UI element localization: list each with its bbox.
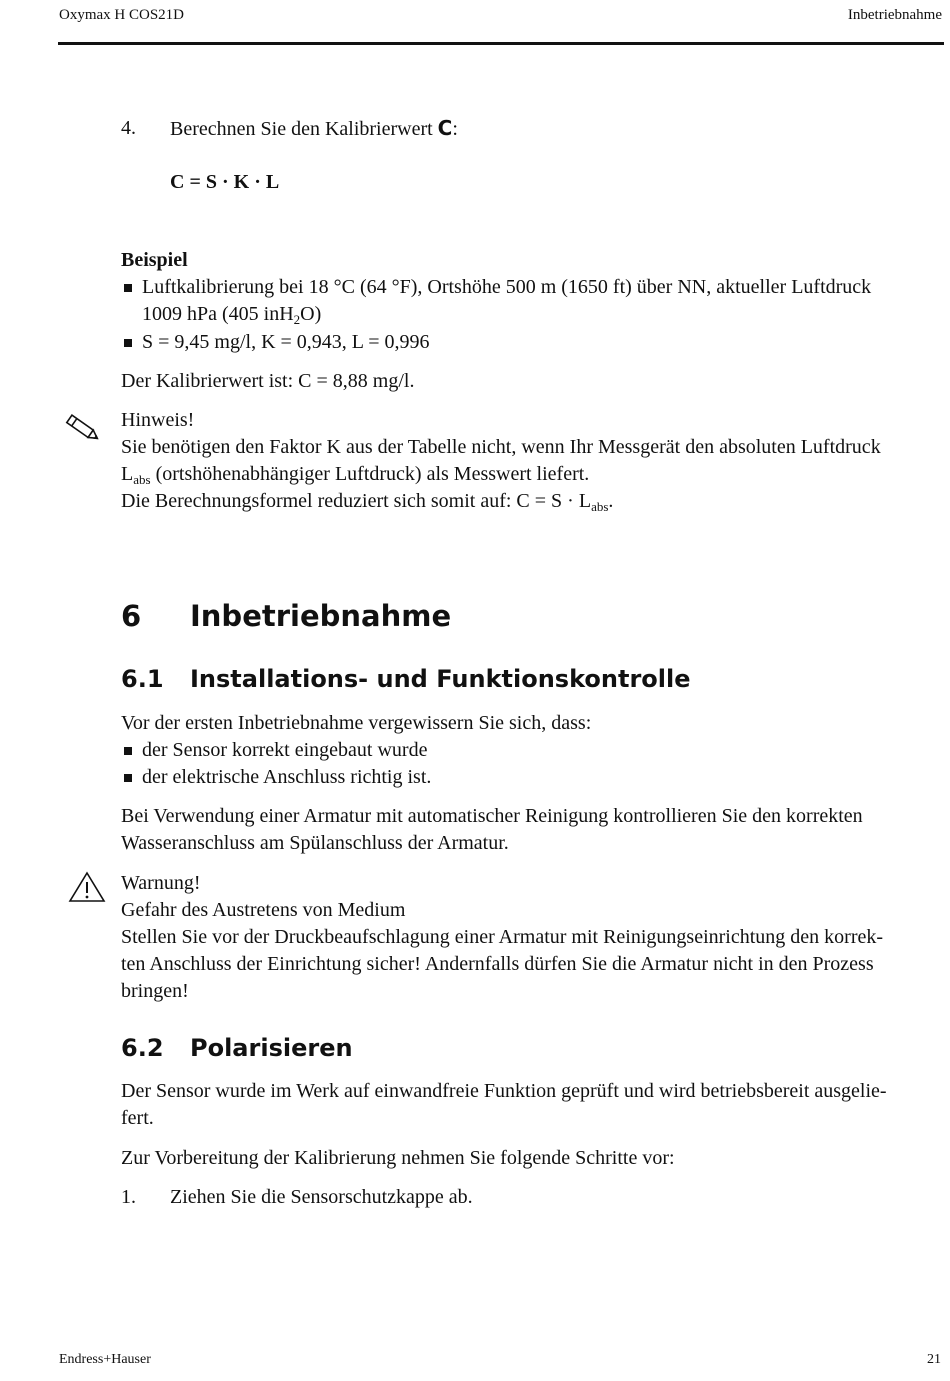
section-6-2-paragraph-2: Zur Vorbereitung der Kalibrierung nehmen Sie folgende Schritte vor:	[121, 1147, 675, 1169]
subscript: abs	[591, 499, 609, 514]
warning-block	[121, 870, 943, 1005]
warning-line-2: ten Anschluss der Einrichtung sicher! Andernfalls dürfen Sie die Armatur nicht in den Prozess	[121, 953, 874, 975]
header-chapter-title: Inbetriebnahme	[847, 7, 942, 23]
footer-page-number: 21	[927, 1352, 941, 1367]
header-rule	[58, 42, 944, 45]
footer-company: Endress+Hauser	[59, 1352, 151, 1367]
note-line-1: Sie benötigen den Faktor K aus der Tabelle nicht, wenn Ihr Messgerät den absoluten Luftdruck	[121, 436, 881, 458]
paragraph-line-2: fert.	[121, 1107, 154, 1129]
pencil-note-icon	[64, 412, 102, 446]
warning-triangle-icon	[68, 871, 106, 903]
example-result: Der Kalibrierwert ist: C = 8,88 mg/l.	[121, 370, 415, 392]
text-part: (ortshöhenabhängiger Luftdruck) als Messwert liefert.	[150, 463, 590, 485]
step-4-label: Berechnen Sie den Kalibrierwert	[170, 118, 438, 140]
section-6-1-paragraph	[121, 803, 943, 857]
text-part: 1009 hPa (405 inH	[142, 303, 294, 325]
warning-line-1: Stellen Sie vor der Druckbeaufschlagung einer Armatur mit Reinigungseinrichtung den korrek-	[121, 926, 884, 948]
subscript: abs	[133, 472, 151, 487]
text-part: L	[121, 463, 134, 485]
check-bullet-1-text: der Sensor korrekt eingebaut wurde	[142, 739, 428, 761]
note-title: Hinweis!	[121, 409, 195, 431]
example-title: Beispiel	[121, 249, 188, 271]
subscript: 2	[293, 312, 301, 327]
section-6-1-number: 6.1	[121, 665, 164, 693]
example-bullet-1	[121, 274, 943, 328]
paragraph-line-2: Wasseranschluss am Spülanschluss der Armatur.	[121, 832, 509, 854]
example-bullet-1-line-1: Luftkalibrierung bei 18 °C (64 °F), Ortshöhe 500 m (1650 ft) über NN, aktueller Luftdruck	[142, 276, 872, 298]
section-6-1-title: Installations- und Funktionskontrolle	[190, 665, 691, 693]
check-bullet-1	[121, 737, 943, 764]
section-6-2-number: 6.2	[121, 1034, 164, 1062]
paragraph-line-1: Bei Verwendung einer Armatur mit automatischer Reinigung kontrollieren Sie den korrekten	[121, 805, 863, 827]
step-4-number: 4.	[121, 117, 136, 139]
check-bullet-2	[121, 764, 943, 791]
note-line-3	[121, 488, 943, 515]
example-bullet-2-text: S = 9,45 mg/l, K = 0,943, L = 0,996	[142, 331, 430, 353]
paragraph-line-1: Der Sensor wurde im Werk auf einwandfreie Funktion geprüft und wird betriebsbereit ausgelie-	[121, 1080, 887, 1102]
section-6-1-intro: Vor der ersten Inbetriebnahme vergewissern Sie sich, dass:	[121, 712, 592, 734]
warning-line-3: bringen!	[121, 980, 189, 1002]
step-4-text	[170, 115, 458, 143]
bullet-square	[124, 747, 132, 755]
text-part: O)	[300, 303, 322, 325]
section-6-2-paragraph-1	[121, 1078, 943, 1132]
bullet-square	[124, 774, 132, 782]
calibration-formula: C = S · K · L	[170, 171, 280, 193]
step-4-symbol: C	[437, 116, 453, 140]
section-6-2-title: Polarisieren	[190, 1034, 353, 1062]
example-bullet-1-line-2	[142, 301, 943, 328]
warning-subtitle: Gefahr des Austretens von Medium	[121, 899, 406, 921]
text-part: Die Berechnungsformel reduziert sich somit auf: C = S · L	[121, 490, 592, 512]
section-6-title: Inbetriebnahme	[190, 599, 452, 633]
note-block	[121, 407, 943, 515]
section-6-number: 6	[121, 599, 142, 633]
check-bullet-2-text: der elektrische Anschluss richtig ist.	[142, 766, 432, 788]
note-line-2	[121, 461, 943, 488]
step-1-number: 1.	[121, 1186, 136, 1208]
example-bullet-2	[121, 329, 943, 356]
text-part: .	[608, 490, 614, 512]
warning-title: Warnung!	[121, 872, 201, 894]
bullet-square	[124, 339, 132, 347]
bullet-square	[124, 284, 132, 292]
header-product-name: Oxymax H COS21D	[59, 7, 185, 23]
step-1-text: Ziehen Sie die Sensorschutzkappe ab.	[170, 1186, 473, 1208]
step-4-colon: :	[452, 118, 458, 140]
